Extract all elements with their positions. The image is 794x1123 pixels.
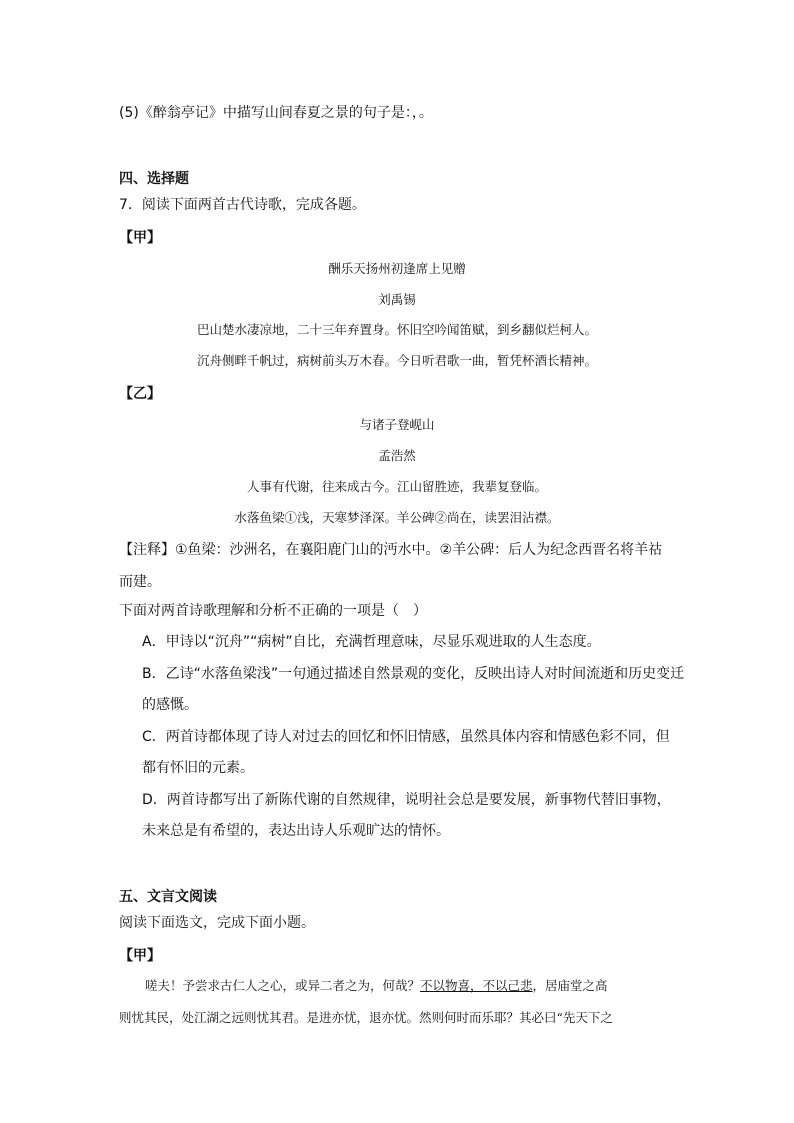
option-d-line1: D．两首诗都写出了新陈代谢的自然规律，说明社会总是要发展，新事物代替旧事物，: [142, 792, 671, 808]
section-4-heading: 四、选择题: [119, 171, 189, 187]
question-prompt: 下面对两首诗歌理解和分析不正确的一项是（ ）: [119, 603, 427, 619]
classical-text-line2: 则忧其民，处江湖之远则忧其君。是进亦忧，退亦忧。然则何时而乐耶？其必曰“先天下之: [119, 1010, 613, 1025]
yi-label: 【乙】: [119, 386, 161, 402]
classical-text-segment: ，居庙堂之高: [532, 978, 608, 993]
poem2-line2: 水落鱼梁①浅，天寒梦泽深。羊公碑②尚在，读罢泪沾襟。: [234, 510, 560, 525]
poem1-title: 酬乐天扬州初逢席上见赠: [328, 261, 466, 276]
poem2-line1: 人事有代谢，往来成古今。江山留胜迹，我辈复登临。: [246, 479, 547, 494]
poem1-author: 刘禹锡: [378, 292, 416, 307]
option-b-line1: B．乙诗“水落鱼梁浅”一句通过描述自然景观的变化，反映出诗人对时间流逝和历史变迁: [142, 666, 685, 682]
option-c-line2: 都有怀旧的元素。: [142, 760, 254, 776]
underlined-phrase: 不以物喜，不以己悲: [420, 978, 533, 993]
annotation-line1: 【注释】①鱼梁：沙洲名，在襄阳鹿门山的沔水中。②羊公碑：后人为纪念西晋名将羊祜: [119, 542, 663, 558]
section-5-heading: 五、文言文阅读: [119, 889, 217, 905]
classical-text-segment: 嗟夫！予尝求古仁人之心，或异二者之为，何哉？: [145, 978, 421, 993]
poem2-title: 与诸子登岘山: [359, 417, 435, 432]
option-a: A．甲诗以“沉舟”“病树”自比，充满哲理意味，尽显乐观进取的人生态度。: [142, 634, 601, 650]
poem2-author: 孟浩然: [378, 448, 416, 463]
question-7-text: 7．阅读下面两首古代诗歌，完成各题。: [119, 197, 366, 213]
poem1-line1: 巴山楚水凄凉地，二十三年弃置身。怀旧空吟闻笛赋，到乡翻似烂柯人。: [196, 322, 597, 337]
section-5-jia-label: 【甲】: [119, 948, 161, 964]
option-c-line1: C．两首诗都体现了诗人对过去的回忆和怀旧情感，虽然具体内容和情感色彩不同，但: [142, 729, 670, 745]
option-d-line2: 未来总是有希望的，表达出诗人乐观旷达的情怀。: [142, 823, 450, 839]
option-b-line2: 的感慨。: [142, 697, 198, 713]
section-5-instruction: 阅读下面选文，完成下面小题。: [119, 915, 315, 931]
jia-label: 【甲】: [119, 230, 161, 246]
classical-text-line1: [145, 977, 608, 995]
annotation-line2: 而建。: [119, 574, 161, 590]
poem1-line2: 沉舟侧畔千帆过，病树前头万木春。今日听君歌一曲，暂凭杯酒长精神。: [196, 353, 597, 368]
question-5-text: (5)《醉翁亭记》中描写山间春夏之景的句子是：，。: [119, 105, 433, 121]
